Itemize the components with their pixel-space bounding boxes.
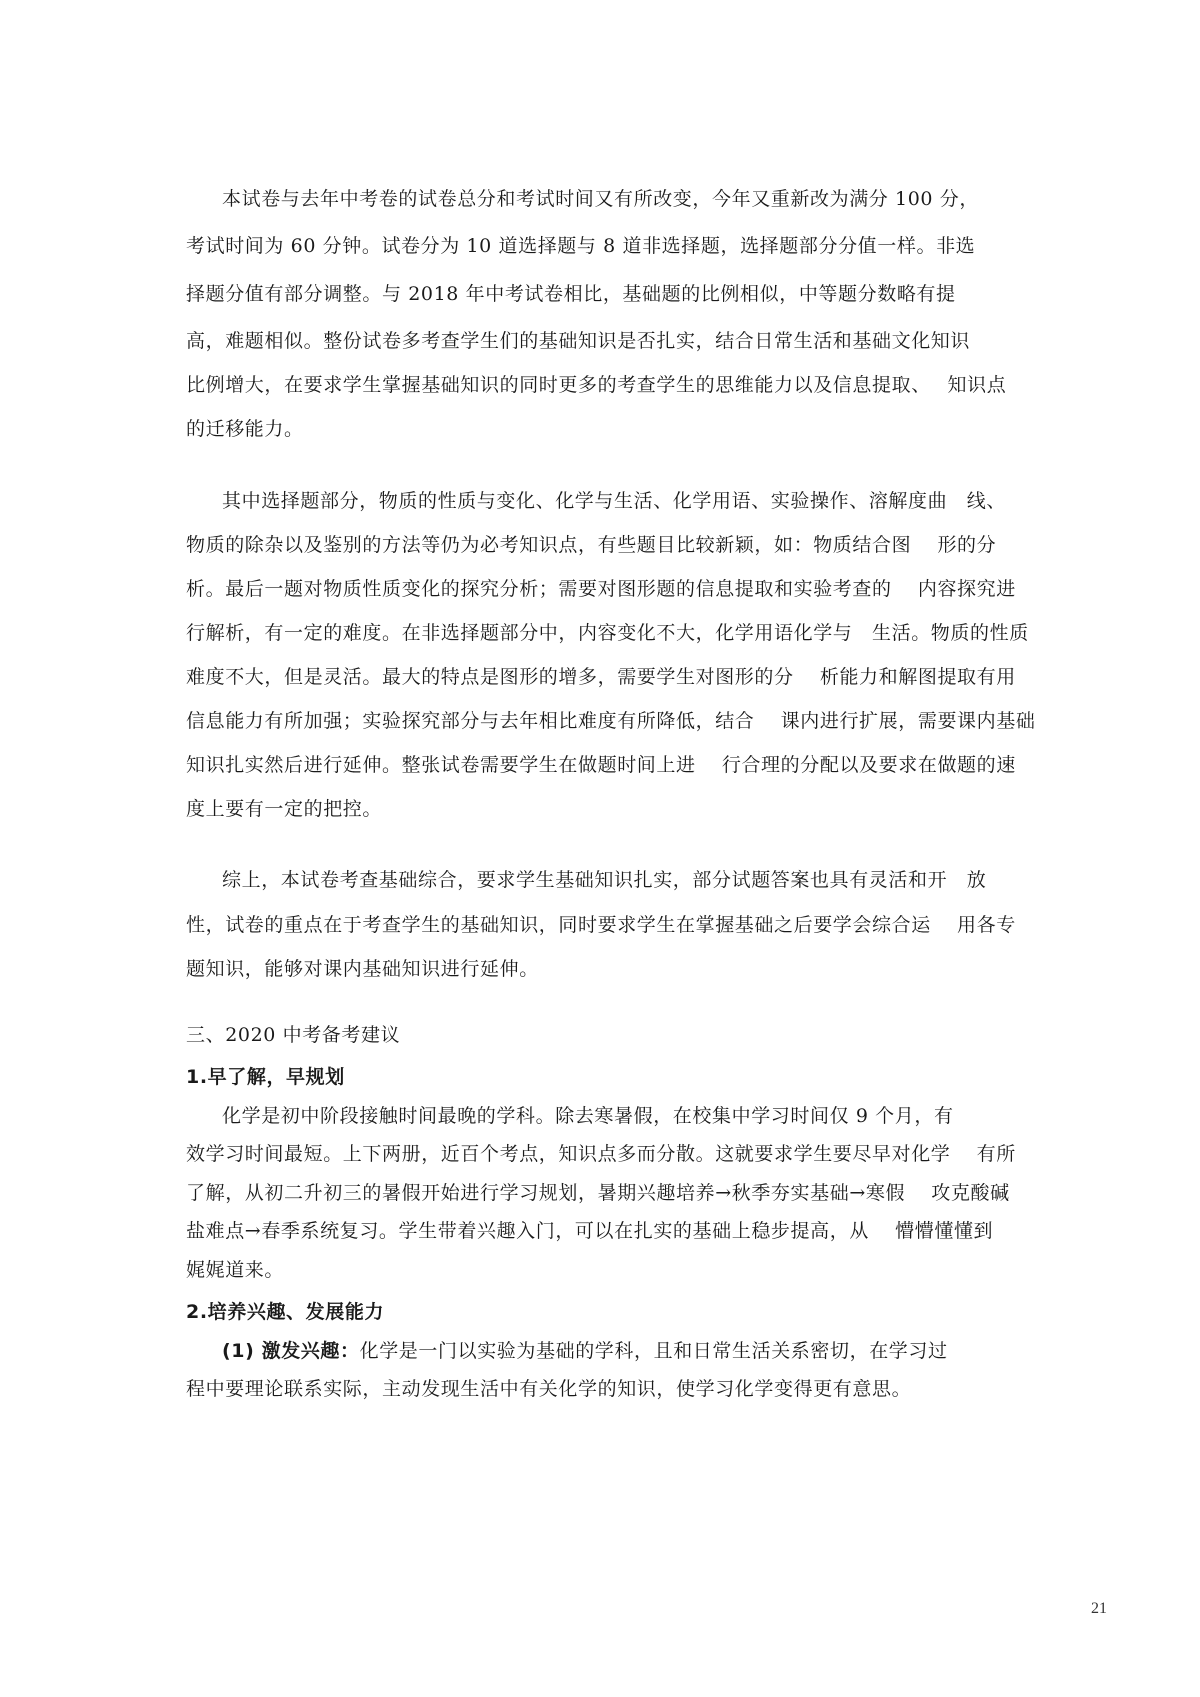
paragraph-2-line-5: 难度不大，但是灵活。最大的特点是图形的增多，需要学生对图形的分 析能力和解图提取有用 [186,666,1016,688]
paragraph-3-line-3: 题知识，能够对课内基础知识进行延伸。 [186,958,539,980]
paragraph-2-line-1: 其中选择题部分，物质的性质与变化、化学与生活、化学用语、实验操作、溶解度曲 线、 [222,490,1007,512]
subheading-early-planning: 1.早了解，早规划 [186,1066,345,1088]
paragraph-2-line-8: 度上要有一定的把控。 [186,798,383,820]
paragraph-1-line-3: 择题分值有部分调整。与 2018 年中考试卷相比，基础题的比例相似，中等题分数略有提 [186,283,956,305]
paragraph-5-line-1 [222,1338,948,1364]
paragraph-3-line-2: 性，试卷的重点在于考查学生的基础知识，同时要求学生在掌握基础之后要学会综合运 用各专 [186,914,1016,936]
paragraph-2-line-3: 析。最后一题对物质性质变化的探究分析；需要对图形题的信息提取和实验考查的 内容探究进 [186,578,1016,600]
paragraph-5-label: (1) 激发兴趣： [222,1340,360,1362]
paragraph-4-line-3: 了解，从初二升初三的暑假开始进行学习规划，暑期兴趣培养→秋季夯实基础→寒假 攻克酸碱 [186,1182,1010,1204]
section-heading: 三、2020 中考备考建议 [186,1024,401,1046]
paragraph-1-line-2: 考试时间为 60 分钟。试卷分为 10 道选择题与 8 道非选择题，选择题部分分值一样。非选 [186,235,976,257]
paragraph-5-line-2: 程中要理论联系实际，主动发现生活中有关化学的知识，使学习化学变得更有意思。 [186,1378,912,1400]
paragraph-4-line-1: 化学是初中阶段接触时间最晚的学科。除去寒暑假，在校集中学习时间仅 9 个月，有 [222,1105,954,1127]
paragraph-1-line-6: 的迁移能力。 [186,418,304,440]
paragraph-2-line-6: 信息能力有所加强；实验探究部分与去年相比难度有所降低，结合 课内进行扩展，需要课内基础 [186,710,1036,732]
paragraph-4-line-2: 效学习时间最短。上下两册，近百个考点，知识点多而分散。这就要求学生要尽早对化学 有所 [186,1143,1016,1165]
paragraph-1-line-1: 本试卷与去年中考卷的试卷总分和考试时间又有所改变，今年又重新改为满分 100 分， [222,188,979,210]
paragraph-5-text: 化学是一门以实验为基础的学科，且和日常生活关系密切，在学习过 [359,1340,948,1362]
paragraph-2-line-4: 行解析，有一定的难度。在非选择题部分中，内容变化不大，化学用语化学与 生活。物质的性质 [186,622,1029,644]
paragraph-1-line-4: 高，难题相似。整份试卷多考查学生们的基础知识是否扎实，结合日常生活和基础文化知识 [186,330,971,352]
paragraph-1-line-5: 比例增大，在要求学生掌握基础知识的同时更多的考查学生的思维能力以及信息提取、 知识点 [186,374,1007,396]
page-number: 21 [1091,1600,1107,1617]
paragraph-4-line-4: 盐难点→春季系统复习。学生带着兴趣入门，可以在扎实的基础上稳步提高，从 懵懵懂懂到 [186,1220,994,1242]
paragraph-3-line-1: 综上，本试卷考查基础综合，要求学生基础知识扎实，部分试题答案也具有灵活和开 放 [222,869,987,891]
subheading-interest-ability: 2.培养兴趣、发展能力 [186,1301,385,1323]
paragraph-2-line-7: 知识扎实然后进行延伸。整张试卷需要学生在做题时间上进 行合理的分配以及要求在做题的速 [186,754,1016,776]
paragraph-2-line-2: 物质的除杂以及鉴别的方法等仍为必考知识点，有些题目比较新颖，如：物质结合图 形的分 [186,534,997,556]
paragraph-4-line-5: 娓娓道来。 [186,1259,285,1281]
